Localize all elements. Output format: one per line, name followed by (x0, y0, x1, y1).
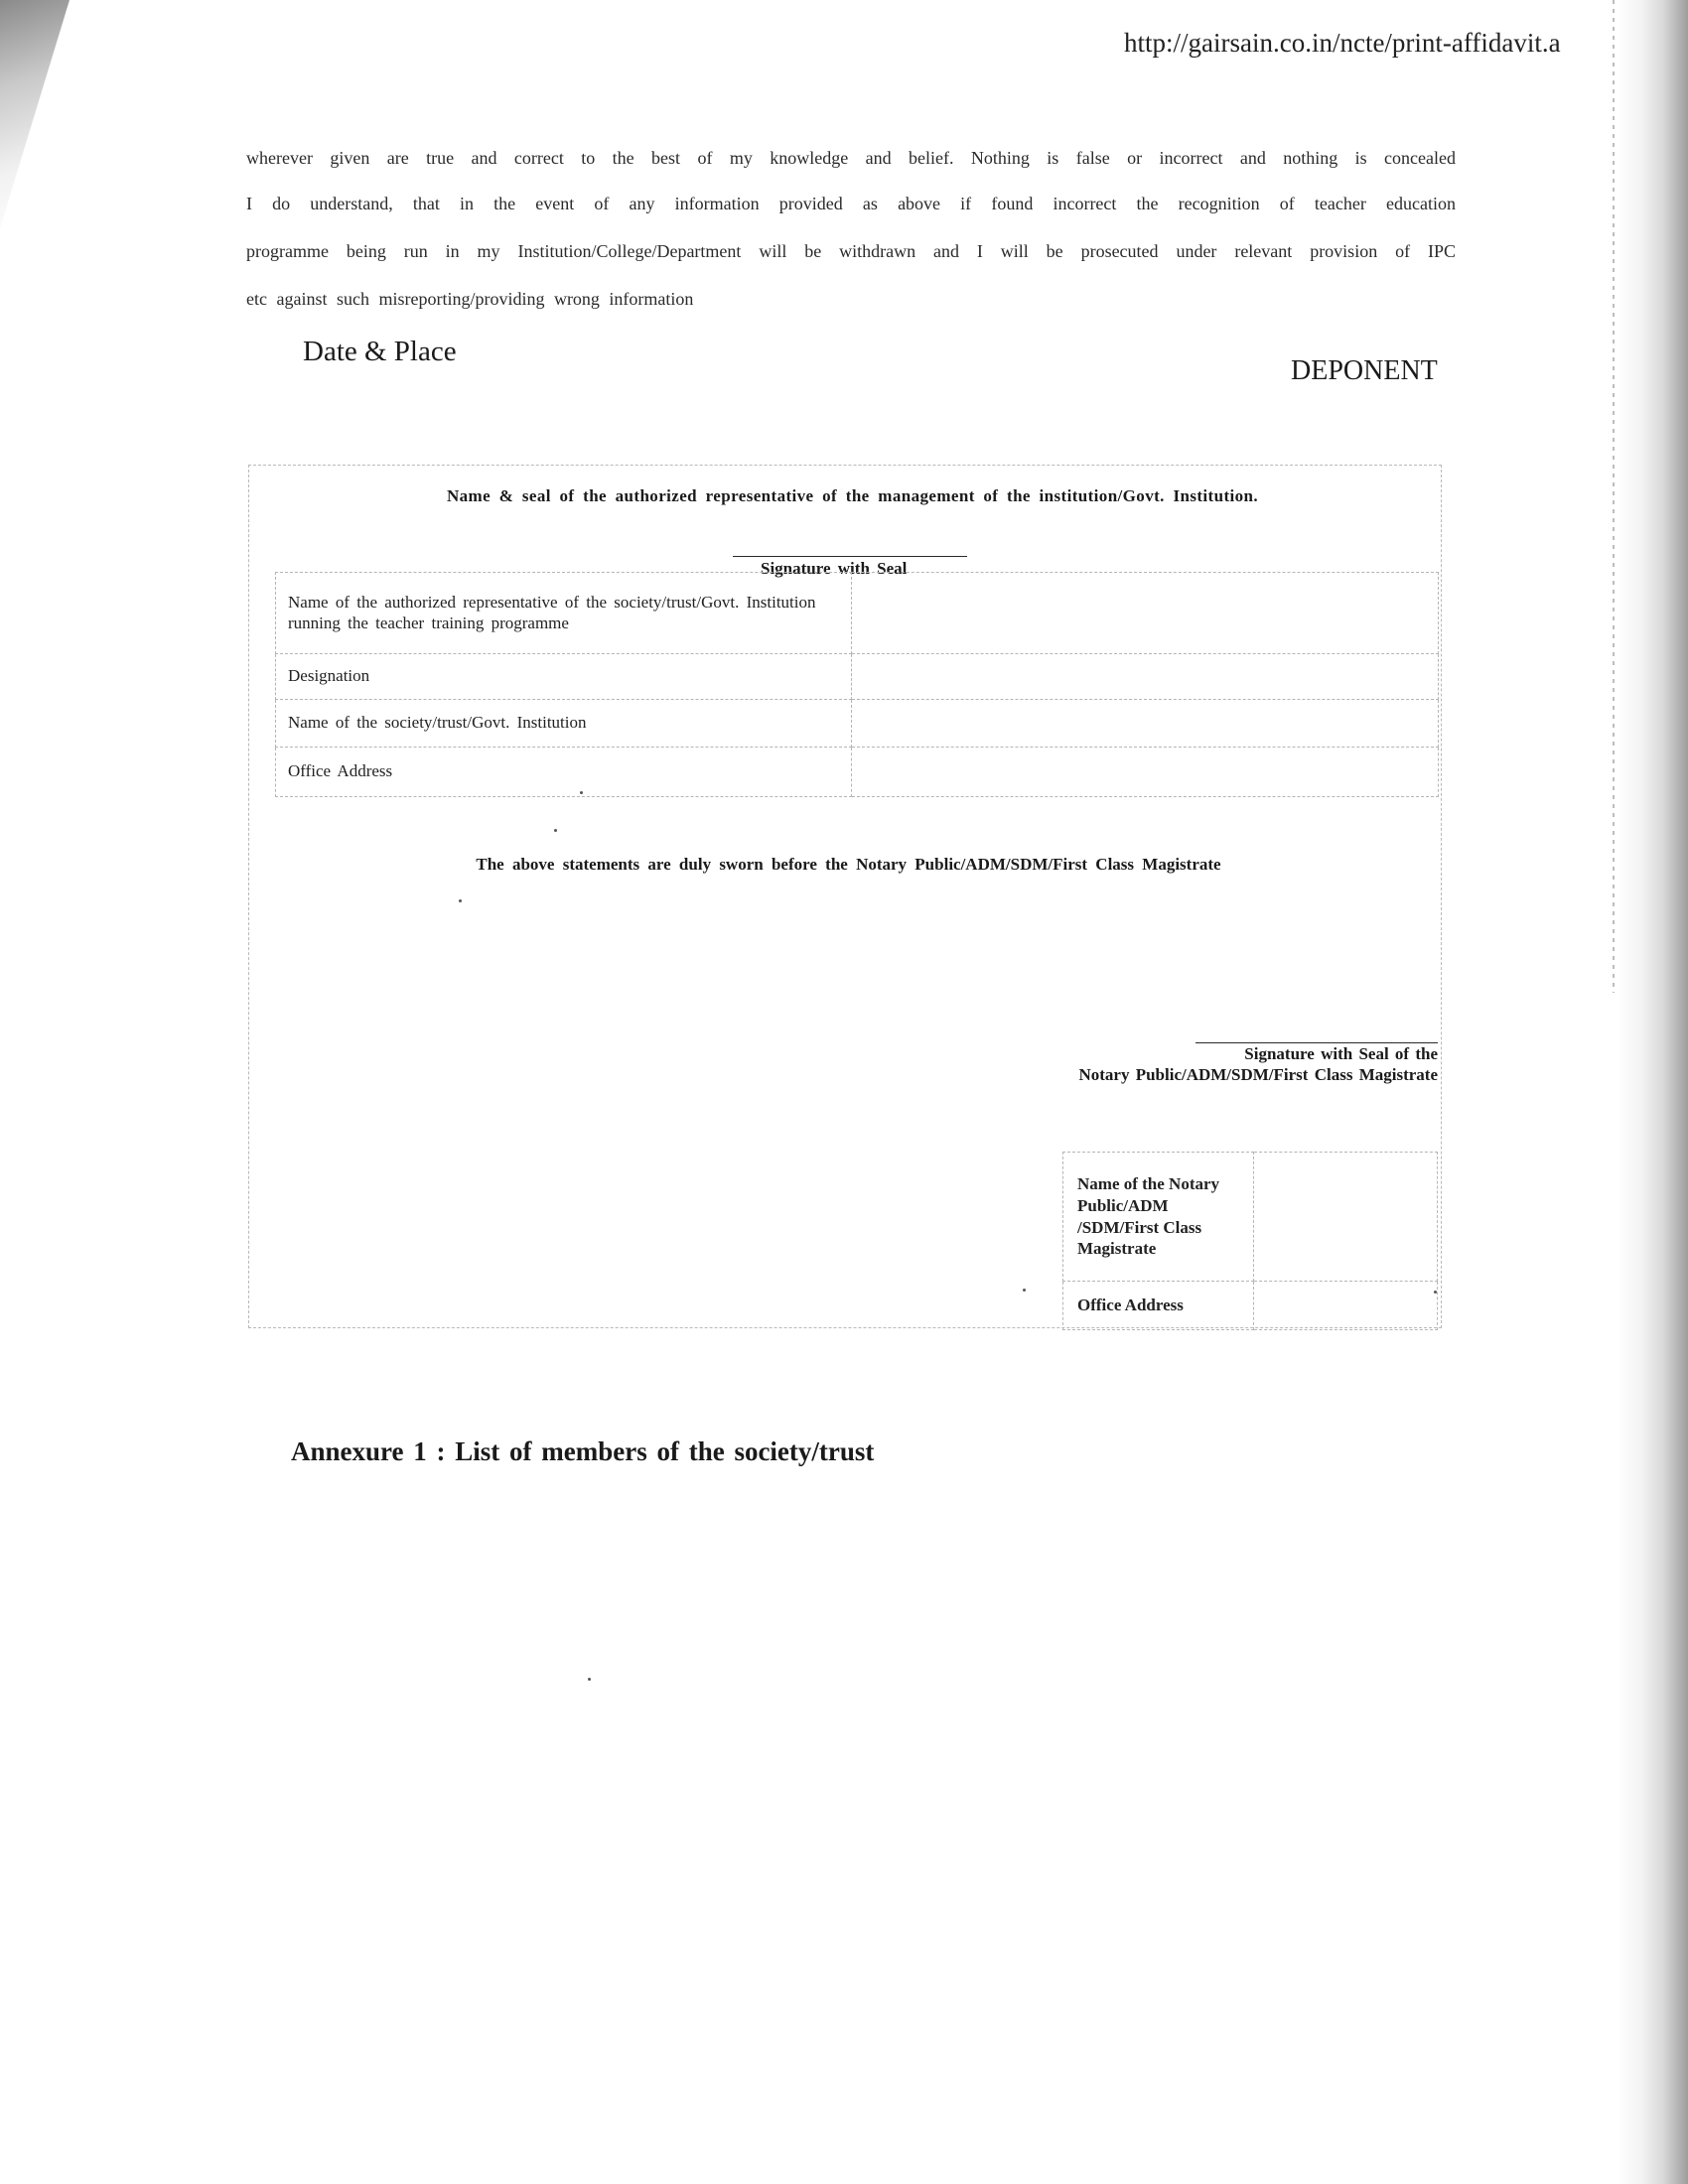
page-url: http://gairsain.co.in/ncte/print-affidavit.a (1124, 28, 1561, 58)
notary-signature-line-1: Signature with Seal of the (1244, 1044, 1438, 1063)
table-row (1063, 1282, 1438, 1330)
row-label: Name of the society/trust/Govt. Institution (276, 700, 852, 748)
row-value-field[interactable] (1254, 1153, 1438, 1282)
signature-line (733, 556, 967, 557)
annexure-heading: Annexure 1 : List of members of the society/trust (291, 1436, 875, 1466)
scan-shadow-edge (1617, 0, 1688, 2184)
scan-speck (554, 829, 557, 832)
deponent-label: DEPONENT (1291, 355, 1438, 386)
scan-speck (459, 899, 462, 902)
sworn-statement: The above statements are duly sworn before the Notary Public/ADM/SDM/First Class Magistrate (476, 855, 1221, 874)
notary-signature-line-2: Notary Public/ADM/SDM/First Class Magistrate (1078, 1065, 1438, 1085)
row-value-field[interactable] (852, 654, 1439, 700)
declaration-line-1: wherever given are true and correct to the best of my knowledge and belief. Nothing is false or incorrect and nothing is concealed (246, 148, 1456, 168)
table-row (276, 700, 1439, 748)
row-value-field[interactable] (1254, 1282, 1438, 1330)
table-row (1063, 1153, 1438, 1282)
row-label: Name of the Notary Public/ADM /SDM/First Class Magistrate (1063, 1153, 1254, 1282)
declaration-line-3: programme being run in my Institution/College/Department will be withdrawn and I will be prosecuted under relevant provision of IPC (246, 241, 1456, 261)
representative-table (275, 572, 1439, 797)
declaration-line-4: etc against such misreporting/providing wrong information (246, 289, 694, 309)
notary-signature-label (973, 1043, 1438, 1086)
row-value-field[interactable] (852, 748, 1439, 797)
scan-speck (588, 1678, 591, 1681)
row-label: Office Address (276, 748, 852, 797)
signature-seal-label: Signature with Seal (761, 559, 908, 578)
row-value-field[interactable] (852, 700, 1439, 748)
row-label: Name of the authorized representative of the society/trust/Govt. Institution running the teacher training programme (276, 573, 852, 654)
scan-speck (1023, 1289, 1026, 1292)
row-label: Office Address (1063, 1282, 1254, 1330)
table-row (276, 573, 1439, 654)
date-place-label: Date & Place (303, 336, 457, 367)
scan-shadow-corner (0, 0, 70, 228)
row-value-field[interactable] (852, 573, 1439, 654)
declaration-line-2: I do understand, that in the event of any information provided as above if found incorrect the recognition of teacher education (246, 194, 1456, 213)
management-title: Name & seal of the authorized representative of the management of the institution/Govt. Institution. (446, 486, 1259, 505)
row-label: Designation (276, 654, 852, 700)
notary-table (1062, 1152, 1438, 1330)
scan-edge-artifact (1613, 0, 1615, 993)
table-row (276, 654, 1439, 700)
table-row (276, 748, 1439, 797)
scan-speck (580, 791, 583, 794)
scan-speck (1434, 1291, 1437, 1294)
